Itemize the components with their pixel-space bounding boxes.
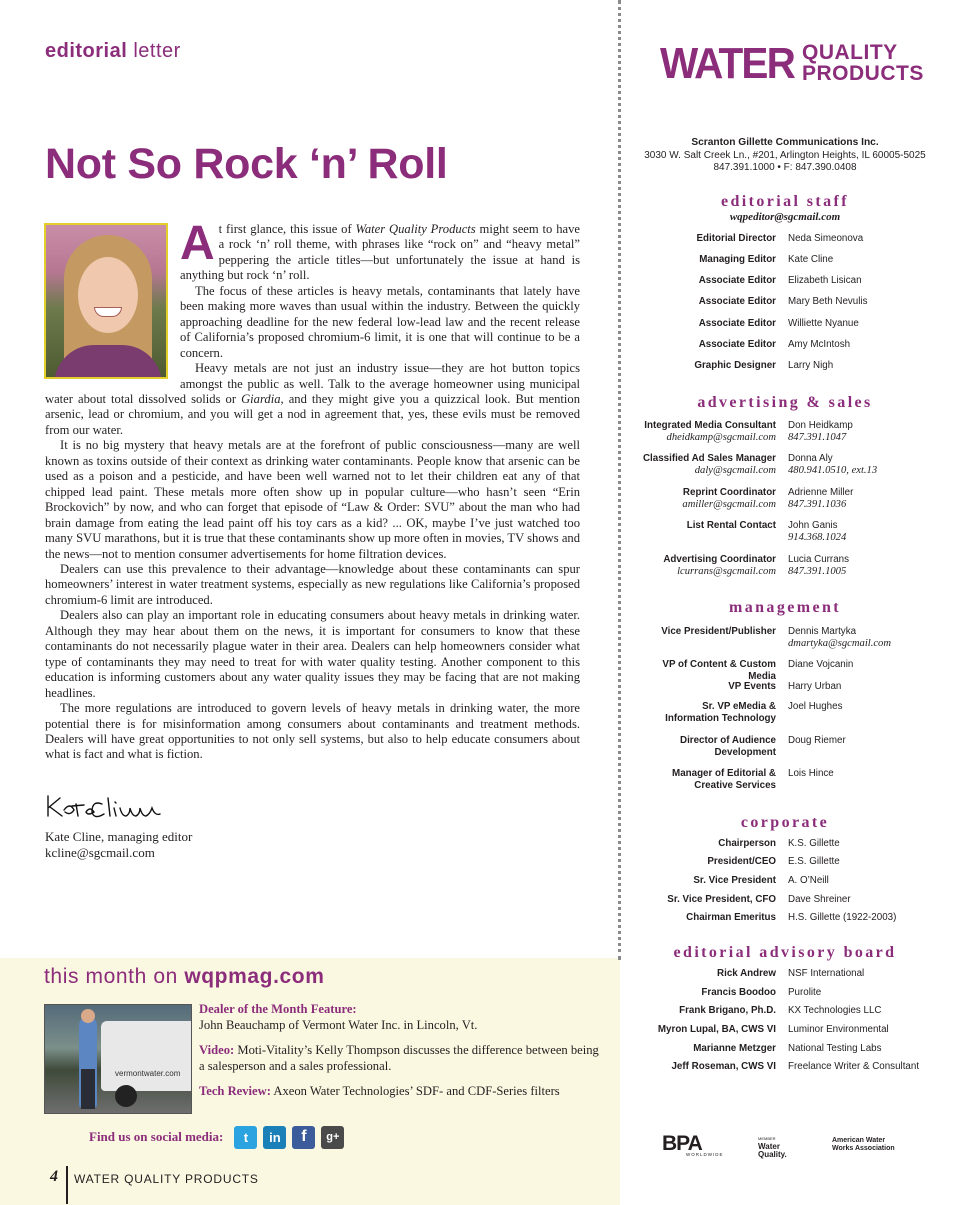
management-heading: management (729, 599, 841, 616)
tech-review-item[interactable]: Tech Review: Axeon Water Technologies’ SDF- and CDF-Series filters (199, 1084, 560, 1098)
bpa-logo: BPA (662, 1132, 702, 1155)
footer-divider (66, 1166, 68, 1204)
page-number: 4 (50, 1168, 58, 1185)
paragraph-4: It is no big mystery that heavy metals are at the forefront of public consciousness—many are well known as toxins outside of their context as drinking water contaminants. People know that arsenic can be used as a poison and a pesticide, and have been well warned not to let their children eat any of that chipped lead paint. These metals more often show up in popular culture—who hasn’t seen “Erin Brockovich” by now, and who can forget that episode of “Law & Order: SVU” about the man who had brain damage from eating the lead paint off his toy cars as a kid? ... OK, maybe I’ve just watched too many SVU marathons, but it is true that these contaminants show up more often in movies, TV shows and the news—not to mention consumer advertisements for home filtration devices. (45, 438, 580, 561)
video-item[interactable]: Video: Moti-Vitality’s Kelly Thompson discusses the difference between being a salesperson and a sales professional. (199, 1043, 599, 1073)
article-body (45, 217, 580, 763)
twitter-icon[interactable]: t (234, 1126, 257, 1149)
signature-image (44, 792, 244, 824)
paragraph-1: At first glance, this issue of Water Quality Products might seem to have a rock ‘n’ roll theme, with phrases like “rock on” and “heavy metal” peppering the article titles—but unfortunately the issue at hand is anything but rock ‘n’ roll. (180, 217, 580, 283)
paragraph-2: The focus of these articles is heavy metals, contaminants that lately have been making more waves than usual within the industry. Between the quickly approaching deadline for the new federal low-lead law and the recent release of California’s proposed chromium-6 limit, it is one that will continue to be a concern. (180, 283, 580, 360)
association-logos: BPA WORLDWIDE MEMBER Water Quality. American Water Works Association (662, 1132, 895, 1159)
article-headline: Not So Rock ‘n’ Roll (45, 140, 448, 188)
linkedin-icon[interactable]: in (263, 1126, 286, 1149)
site-link[interactable]: wqpmag.com (184, 965, 325, 988)
advisory-heading: editorial advisory board (673, 944, 897, 961)
section-label: editorial letter (45, 40, 181, 62)
wqa-logo: MEMBER Water Quality. (758, 1136, 787, 1159)
paragraph-5: Dealers can use this prevalence to their advantage—knowledge about these contaminants can spur homeowners’ interest in water treatment systems, especially as new regulations like California’s proposed chromium-6 limit are introduced. (45, 561, 580, 607)
signoff-email[interactable]: kcline@sgcmail.com (45, 845, 155, 860)
social-media-row (89, 1125, 350, 1149)
drop-cap: A (180, 217, 215, 270)
paragraph-7: The more regulations are introduced to govern levels of heavy metals in drinking water, the more potential there is for misinformation among consumers about contaminants and treatment methods. Dealers will have great opportunities to not only sell systems, but also to help educate consumers about what is fact and what is fiction. (45, 701, 580, 762)
this-month-items (199, 1002, 604, 1110)
publisher-info: Scranton Gillette Communications Inc. 3030 W. Salt Creek Ln., #201, Arlington Heights, IL 60005-5025 847.391.1000 • F: 847.390.0408 (644, 137, 926, 173)
editorial-email[interactable]: wqpeditor@sgcmail.com (729, 211, 841, 223)
dealer-feature-item[interactable]: Dealer of the Month Feature: John Beauchamp of Vermont Water Inc. in Lincoln, Vt. (199, 1002, 478, 1032)
magazine-logo: WATER QUALITY PRODUCTS (660, 39, 924, 88)
editorial-staff-heading: editorial staff (721, 193, 849, 210)
this-month-title: this month on wqpmag.com (44, 965, 325, 988)
social-label: Find us on social media: (89, 1129, 224, 1144)
advertising-heading: advertising & sales (697, 394, 873, 411)
corporate-heading: corporate (740, 814, 830, 831)
paragraph-3: Heavy metals are not just an industry issue—they are hot button topics amongst the public as well. Talk to the average homeowner using municipal water about total dissolved solids or Giardia, and they might give you a quizzical look. But mention arsenic, lead or chromium, and you will get a nod in agreement that, yes, these evils must be removed from our water. (45, 361, 580, 437)
paragraph-6: Dealers also can play an important role in educating consumers about heavy metals in drinking water. Although they may hear about them on the news, it is important for consumers to know that these contaminants do not necessarily plague water in their area. Dealers can help homeowners consider what type of contaminants they may need to treat for with water quality testing. Another component to this education is informing customers about any water quality issues they may be facing that are not making headlines. (45, 608, 580, 700)
column-divider (618, 0, 621, 960)
awwa-logo: American Water Works Association (832, 1137, 895, 1152)
dealer-photo: vermontwater.com (44, 1004, 192, 1114)
signoff-name: Kate Cline, managing editor (45, 829, 193, 844)
googleplus-icon[interactable]: g+ (321, 1126, 344, 1149)
facebook-icon[interactable]: f (292, 1126, 315, 1149)
footer-publication: WATER QUALITY PRODUCTS (74, 1172, 259, 1186)
